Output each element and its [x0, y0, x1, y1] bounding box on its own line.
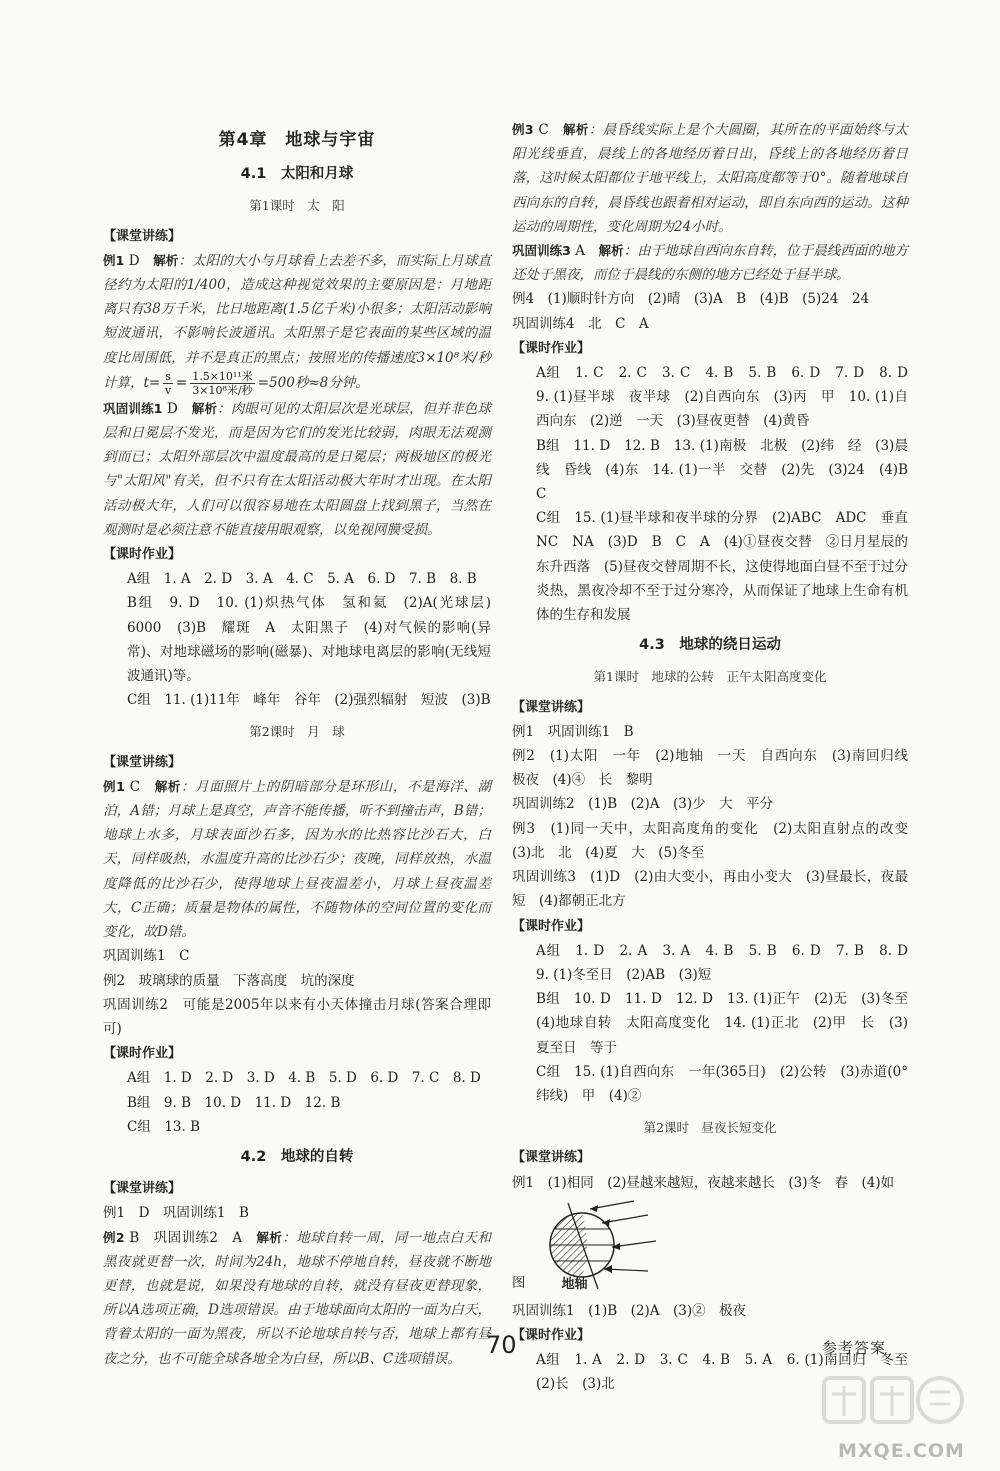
- answer-group-a: A组 1. D 2. D 3. D 4. B 5. D 6. D 7. C 8. D: [127, 1070, 481, 1087]
- answer-group-b: B组 10. D 11. D 12. D 13. (1)正午 (2)无 (3)冬至 (4)地球自转 太阳高度变化 14. (1)正北 (2)甲 长 (3)夏至日 等于: [536, 991, 922, 1056]
- section-tag: 【课时作业】: [512, 1327, 591, 1343]
- lesson-title: 第2课时 月 球: [249, 724, 345, 740]
- answer-group-c: C组 13. B: [127, 1118, 201, 1135]
- section-title-4-1: 4.1 太阳和月球: [240, 166, 354, 183]
- answer-group-b: B组 9. B 10. D 11. D 12. B: [127, 1094, 341, 1111]
- section-tag: 【课堂讲练】: [512, 699, 591, 715]
- answer-group-a: A组 1. D 2. A 3. A 4. B 5. B 6. D 7. B 8. D 9. (1)冬至日 (2)AB (3)短: [536, 942, 922, 983]
- section-tag: 【课堂讲练】: [103, 754, 182, 770]
- answer-paragraph: 例1 D 解析：太阳的大小与月球看上去差不多，而实际上月球直径约为太阳的1/400，造成这种视觉效果的主要原因是：月地距离只有38万千米，比日地距离(1.5亿千米)小很多；太阳活动影响短波通讯，不影响长波通讯。太阳黑子是它表面的某些区域的温度比周围低，并不是真正的黑点；按照光的传播速度3×10⁸米/秒计算，t= $\frac{s}{v}$ = $\frac{\text{1.5×10¹¹米}}{\text{3×10⁸米/秒}}$ =500秒≈8分钟。: [103, 252, 491, 397]
- answer-group-a: A组 1. A 2. D 3. C 4. B 5. A 6. (1)南回归 冬至 (2)长 (3)北: [536, 1352, 922, 1393]
- answer-line: 巩固训练2 可能是2005年以来有小天体撞击月球(答案合理即可): [103, 996, 491, 1037]
- answer-line: 例2 玻璃球的质量 下落高度 坑的深度: [103, 972, 355, 989]
- section-tag: 【课堂讲练】: [103, 1181, 182, 1197]
- answer-paragraph: 巩固训练1 D 解析：肉眼可见的太阳层次是光球层，但并非色球层和日冕层不发光，而是因为它们的发光比较弱，肉眼无法观测到而已；太阳外部层次中温度最高的是日冕层；两极地区的极光与"太阳风"有关，但不只有在太阳活动极大年时才出现。在太阳活动极大年，人们可以很容易地在太阳圆盘上找到黑子，当然在观测时是必须注意不能直接用眼观察，以免视网膜受损。: [103, 400, 491, 538]
- answer-choice: D: [128, 252, 154, 269]
- answer-line: 例1 (1)相同 (2)昼越来越短，夜越来越长 (3)冬 春 (4)如: [512, 1174, 895, 1191]
- item-label: 例1: [103, 252, 125, 268]
- answer-line: 巩固训练3 (1)D (2)由大变小，再由小变大 (3)昼最长，夜最短 (4)都朝正北方: [512, 869, 908, 910]
- answer-line: 例2 (1)太阳 一年 (2)地轴 一天 自西向东 (3)南回归线 极夜 (4)④ 长 黎明: [512, 748, 922, 789]
- section-title-4-2: 4.2 地球的自转: [240, 1148, 354, 1165]
- earth-diagram-icon: [530, 1197, 680, 1295]
- earth-illumination-figure: [512, 1197, 908, 1295]
- figure-axis-label: 地轴: [561, 1276, 588, 1292]
- section-title-4-3: 4.3 地球的绕日运动: [639, 637, 781, 654]
- answer-paragraph: 例2 B 巩固训练2 A 解析：地球自转一周，同一地点白天和黑夜就更替一次，时间为24h，地球不停地自转，昼夜就不断地更替，也就是说，如果没有地球的自转，就没有昼夜更替现象，所以A选项正确，D选项错误。由于地球面向太阳的一面为白天，背着太阳的一面为黑夜，所以不论地球自转与否，地球上都有昼夜之分，也不可能全球各地全为白昼，所以B、C选项错误。: [103, 1229, 491, 1367]
- figure-prefix: 图: [512, 1274, 526, 1291]
- section-tag: 【课时作业】: [512, 340, 591, 356]
- right-column: [512, 118, 922, 1397]
- answer-paragraph: 例3 C 解析：晨昏线实际上是个大圆圈，其所在的平面始终与太阳光线垂直，晨线上的各地经历着日出，昏线上的各地经历着日落，这时候太阳都位于地平线上，太阳高度都等于0°。随着地球自西向东的自转，晨昏线也跟着相对运动，即自东向西的运动。这种运动的周期性，变化周期为24小时。: [512, 122, 909, 235]
- lesson-title: 第1课时 太 阳: [249, 198, 345, 214]
- section-tag: 【课堂讲练】: [512, 1150, 591, 1166]
- fraction: $\frac{s}{v}$: [164, 369, 172, 397]
- answer-line: 例1 D 巩固训练1 B: [103, 1205, 249, 1222]
- answer-paragraph: 例1 C 解析：月面照片上的阴暗部分是环形山，不是海洋、湖泊，A错；月球上是真空，声音不能传播，听不到撞击声，B错；地球上水多，月球表面沙石多，因为水的比热容比沙石大，白天，同样吸热，水温度升高的比沙石少；夜晚，同样放热，水温度降低的比沙石少，使得地球上昼夜温差小，月球上昼夜温差大，C正确；质量是物体的属性，不随物体的空间位置的变化而变化，故D错。: [103, 778, 491, 941]
- analysis-label: 解析: [153, 252, 179, 268]
- answer-line: 巩固训练4 北 C A: [512, 315, 649, 332]
- answer-line: 巩固训练1 (1)B (2)A (3)② 极夜: [512, 1302, 747, 1319]
- analysis-text: ：太阳的大小与月球看上去差不多，而实际上月球直径约为太阳的1/400，造成这种视觉效果的主要原因是：月地距离只有38万千米，比日地距离(1.5亿千米)小很多；太阳活动影响短波通讯，不影响长波通讯。太阳黑子是它表面的某些区域的温度比周围低，并不是真正的黑点；按照光的传播速度3×10⁸米/秒计算，t=: [103, 252, 491, 391]
- answer-group-a: A组 1. C 2. C 3. C 4. B 5. B 6. D 7. D 8. D 9. (1)昼半球 夜半球 (2)自西向东 (3)丙 甲 10. (1)自西向东 (2)逆 一天 (3)昼夜更替 (4)黄昏: [536, 365, 922, 430]
- answer-group-b: B组 11. D 12. B 13. (1)南极 北极 (2)纬 经 (3)晨线 昏线 (4)东 14. (1)一半 交替 (2)先 (3)24 (4)B C: [536, 437, 922, 503]
- chapter-title: 第4章 地球与宇宙: [218, 130, 376, 150]
- watermark-url: MXQE.COM: [838, 1440, 965, 1462]
- answer-group-c: C组 15. (1)自西向东 一年(365日) (2)公转 (3)赤道(0°纬线) 甲 (4)②: [536, 1063, 908, 1104]
- answer-line: 例1 巩固训练1 B: [512, 723, 634, 740]
- answer-line: 例4 (1)顺时针方向 (2)晴 (3)A B (4)B (5)24 24: [512, 291, 870, 308]
- lesson-title: 第2课时 昼夜长短变化: [643, 1120, 777, 1136]
- section-tag: 【课堂讲练】: [103, 228, 182, 244]
- answer-paragraph: 巩固训练3 A 解析：由于地球自西向东自转，位于晨线西面的地方还处于黑夜，而位于晨线的东侧的地方已经处于昼半球。: [512, 243, 909, 284]
- answer-line: 巩固训练1 C: [103, 948, 190, 965]
- answer-line: 例3 (1)同一天中，太阳高度角的变化 (2)太阳直射点的改变 (3)北 北 (4)夏 大 (5)冬至: [512, 820, 922, 861]
- section-tag: 【课时作业】: [103, 547, 182, 563]
- footer-title: 参考答案: [822, 1339, 887, 1357]
- answer-group-c: C组 11. (1)11年 峰年 谷年 (2)强烈辐射 短波 (3)B: [127, 692, 491, 709]
- page-number: 70: [486, 1331, 517, 1359]
- answer-group-b: B组 9. D 10. (1)炽热气体 氢和氦 (2)A(光球层) 6000 (3)B 耀斑 A 太阳黑子 (4)对气候的影响(异常)、对地球磁场的影响(磁暴)、对地球电离层的影响(无线短波通讯)等。: [127, 595, 505, 685]
- fraction: $\frac{\text{1.5×10¹¹米}}{\text{3×10⁸米/秒}}$: [192, 369, 253, 397]
- answer-group-a: A组 1. A 2. D 3. A 4. C 5. A 6. D 7. B 8. B: [127, 571, 477, 588]
- answer-line: 巩固训练2 (1)B (2)A (3)少 大 平分: [512, 796, 774, 813]
- lesson-title: 第1课时 地球的公转 正午太阳高度变化: [593, 669, 827, 685]
- answer-group-c: C组 15. (1)昼半球和夜半球的分界 (2)ABC ADC 垂直 NC NA (3)D B C A (4)①昼夜交替 ②日月星辰的东升西落 (5)昼夜交替周期不长，这使得地面白昼不至于过分炎热，黑夜冷却不至于过分寒冷，从而保证了地球上生命有机体的生存和发展: [536, 510, 922, 624]
- section-tag: 【课时作业】: [103, 1046, 182, 1062]
- section-tag: 【课时作业】: [512, 918, 591, 934]
